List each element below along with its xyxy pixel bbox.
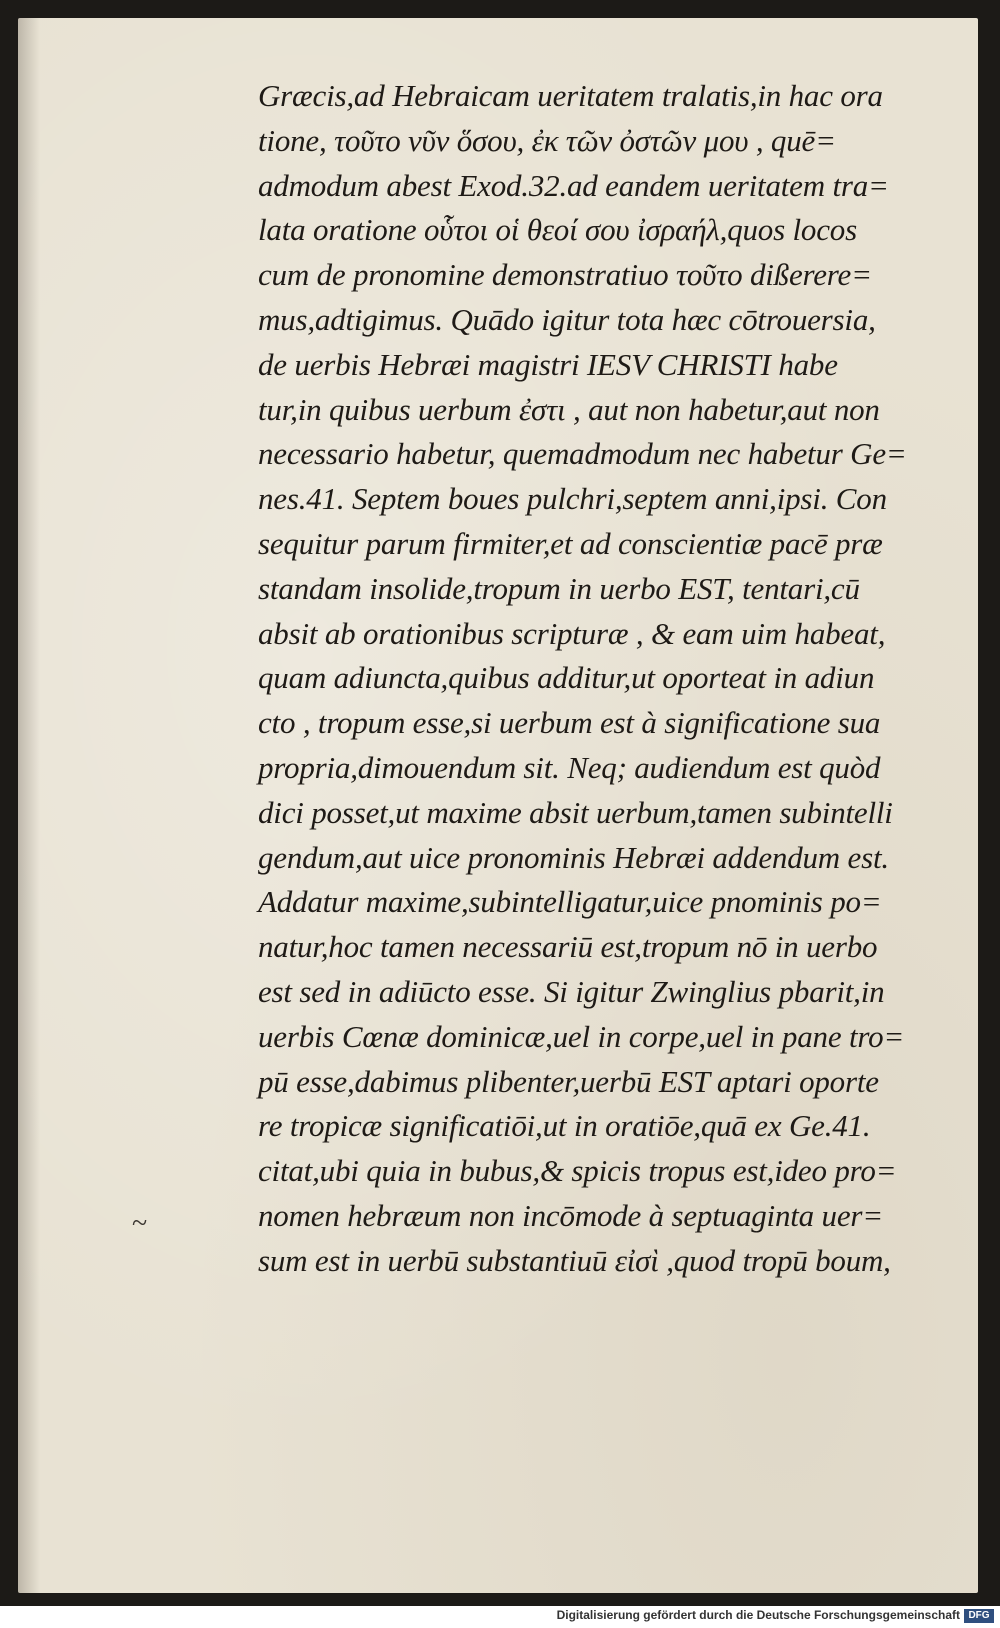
text-line: absit ab orationibus scripturæ , & eam uim habeat, — [258, 615, 886, 651]
text-line: quam adiuncta,quibus additur,ut oporteat in adiun — [258, 660, 875, 696]
text-line: re tropicæ significatiōi,ut in oratiōe,quā ex Ge.41. — [258, 1108, 871, 1144]
margin-mark: ~ — [132, 1208, 148, 1239]
page-gutter-shadow — [18, 18, 40, 1593]
text-line: citat,ubi quia in bubus,& spicis tropus est,ideo pro= — [258, 1153, 897, 1189]
text-line: necessario habetur, quemadmodum nec habetur Ge= — [258, 436, 907, 472]
text-line: cto , tropum esse,si uerbum est à significatione sua — [258, 705, 881, 741]
text-line: nes.41. Septem boues pulchri,septem anni,ipsi. Con — [258, 481, 887, 517]
footer-bar — [0, 1606, 1000, 1628]
text-line: uerbis Cœnæ dominicæ,uel in corpe,uel in pane tro= — [258, 1018, 905, 1054]
text-line: sum est in uerbū substantiuū εἰσὶ ,quod tropū boum, — [258, 1242, 891, 1278]
text-line: natur,hoc tamen necessariū est,tropum nō in uerbo — [258, 929, 878, 965]
text-line: est sed in adiūcto esse. Si igitur Zwinglius pbarit,in — [258, 973, 885, 1009]
text-line: gendum,aut uice pronominis Hebræi addendum est. — [258, 839, 889, 875]
text-line: tione, τοῦτο νῦν ὅσου, ἐκ τῶν ὀστῶν μου , quē= — [258, 122, 836, 158]
text-line: dici posset,ut maxime absit uerbum,tamen subintelli — [258, 794, 893, 830]
text-line: mus,adtigimus. Quādo igitur tota hæc cōtrouersia, — [258, 301, 876, 337]
digitization-credit: Digitalisierung gefördert durch die Deutsche Forschungsgemeinschaft — [556, 1608, 960, 1622]
text-line: de uerbis Hebræi magistri IESV CHRISTI habe — [258, 346, 838, 382]
text-line: Addatur maxime,subintelligatur,uice pnominis po= — [258, 884, 882, 920]
text-line: propria,dimouendum sit. Neq; audiendum est quòd — [258, 749, 881, 785]
dfg-logo-icon: DFG — [964, 1609, 994, 1623]
text-line: tur,in quibus uerbum ἐστι , aut non habetur,aut non — [258, 391, 880, 427]
text-line: pū esse,dabimus plibenter,uerbū EST aptari oporte — [258, 1063, 879, 1099]
text-block — [258, 74, 958, 1284]
text-line: Græcis,ad Hebraicam ueritatem tralatis,in hac ora — [258, 78, 883, 113]
text-line: admodum abest Exod.32.ad eandem ueritatem tra= — [258, 167, 889, 203]
text-line: sequitur parum firmiter,et ad conscientiæ pacē præ — [258, 525, 883, 561]
text-line: lata oratione οὗτοι οἱ θεοί σου ἰσραήλ,quos locos — [258, 212, 857, 248]
text-line: standam insolide,tropum in uerbo EST, tentari,cū — [258, 570, 860, 606]
text-line: cum de pronomine demonstratiuo τοῦτο dißerere= — [258, 257, 872, 293]
text-line: nomen hebræum non incōmode à septuaginta uer= — [258, 1197, 883, 1233]
